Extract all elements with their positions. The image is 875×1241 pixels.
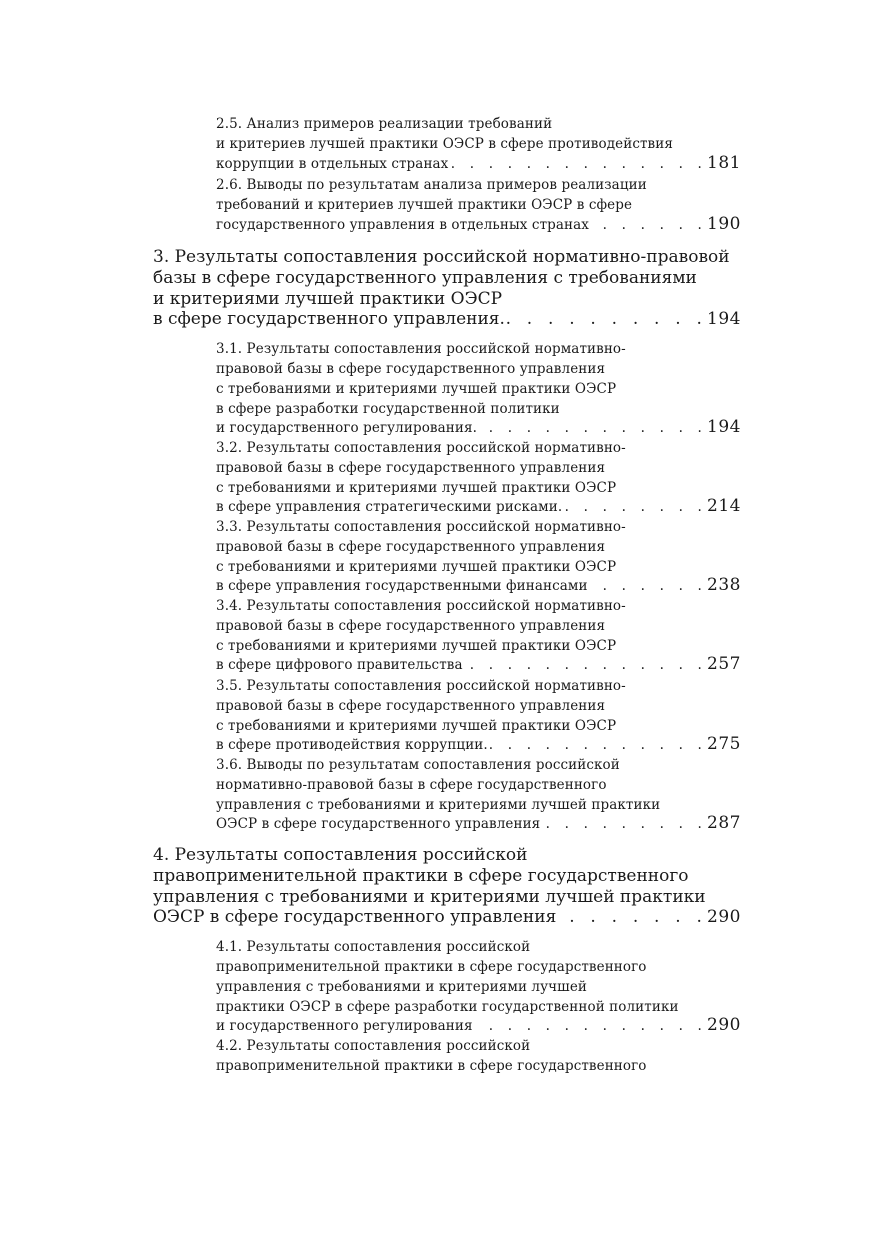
toc-entry-lastline (216, 214, 741, 234)
page-number: 190 (707, 214, 741, 234)
toc-entry-line: с требованиями и критериями лучшей практики ОЭСР (216, 480, 617, 496)
toc-entry-line: 2.6. Выводы по результатам анализа примеров реализации (216, 177, 647, 193)
toc-entry-line: базы в сфере государственного управления с требованиями (153, 268, 697, 288)
toc-entry-line: с требованиями и критериями лучшей практики ОЭСР (216, 559, 617, 575)
page-number: 290 (707, 907, 741, 927)
page-number: 275 (707, 734, 741, 754)
toc-entry-line: правоприменительной практики в сфере государственного (153, 866, 689, 886)
toc-entry-line: с требованиями и критериями лучшей практики ОЭСР (216, 638, 617, 654)
toc-entry-line: 3.1. Результаты сопоставления российской нормативно- (216, 341, 626, 357)
page-number: 181 (707, 153, 741, 173)
toc-entry-line: правовой базы в сфере государственного управления (216, 618, 606, 634)
toc-entry-lastline (153, 907, 741, 927)
toc-entry-line: правоприменительной практики в сфере государственного (216, 1058, 647, 1074)
toc-entry-line: и государственного регулирования (216, 1018, 473, 1034)
toc-entry-line: 4.1. Результаты сопоставления российской (216, 939, 531, 955)
toc-entry-line: правовой базы в сфере государственного управления (216, 698, 606, 714)
toc-entry-3-6 (216, 757, 741, 837)
toc-entry-line: 3.5. Результаты сопоставления российской нормативно- (216, 678, 626, 694)
leader-dots (505, 309, 707, 329)
leader-dots (463, 657, 707, 673)
toc-entry-lastline (216, 734, 741, 754)
toc-entry-3-1 (216, 341, 741, 441)
leader-dots (589, 217, 707, 233)
toc-entry-line: 3.4. Результаты сопоставления российской нормативно- (216, 598, 626, 614)
leader-dots (488, 737, 707, 753)
toc-entry-line: 4.2. Результаты сопоставления российской (216, 1038, 531, 1054)
toc-entry-line: управления с требованиями и критериями лучшей практики (216, 797, 661, 813)
page-number: 238 (707, 575, 741, 595)
toc-entry-line: с требованиями и критериями лучшей практики ОЭСР (216, 381, 617, 397)
toc-entry-line: в сфере государственного управления. (153, 309, 505, 329)
toc-entry-line: управления с требованиями и критериями лучшей практики (153, 887, 706, 907)
leader-dots (540, 816, 707, 832)
toc-entry-line: и государственного регулирования. (216, 420, 477, 436)
toc-entry-line: в сфере противодействия коррупции. (216, 737, 488, 753)
toc-entry-lastline (216, 496, 741, 516)
toc-entry-4 (153, 845, 741, 935)
toc-entry-line: государственного управления в отдельных странах (216, 217, 589, 233)
toc-entry-line: ОЭСР в сфере государственного управления (153, 907, 557, 927)
toc-entry-lastline (153, 309, 741, 329)
toc-entry-lastline (216, 1015, 741, 1035)
page-number: 257 (707, 654, 741, 674)
page-number: 290 (707, 1015, 741, 1035)
toc-entry-line: 4. Результаты сопоставления российской (153, 845, 528, 865)
toc-entry-line: 2.5. Анализ примеров реализации требований (216, 116, 553, 132)
page-number: 287 (707, 813, 741, 833)
leader-dots (477, 420, 707, 436)
toc-entry-line: 3.3. Результаты сопоставления российской нормативно- (216, 519, 626, 535)
toc-entry-lastline (216, 575, 741, 595)
toc-entry-3-2 (216, 440, 741, 520)
toc-entry-line: 3. Результаты сопоставления российской нормативно-правовой (153, 247, 730, 267)
leader-dots (588, 578, 707, 594)
toc-entry-line: и критериев лучшей практики ОЭСР в сфере противодействия (216, 136, 673, 152)
toc-entry-line: управления с требованиями и критериями лучшей (216, 979, 588, 995)
toc-entry-line: в сфере цифрового правительства (216, 657, 463, 673)
toc-entry-line: практики ОЭСР в сфере разработки государственной политики (216, 999, 679, 1015)
toc-entry-line: 3.6. Выводы по результатам сопоставления российской (216, 757, 620, 773)
page-number: 214 (707, 496, 741, 516)
leader-dots (473, 1018, 707, 1034)
toc-entry-3 (153, 247, 741, 337)
toc-entry-lastline (216, 654, 741, 674)
toc-entry-line: в сфере управления стратегическими рисками. (216, 499, 563, 515)
toc-entry-line: правовой базы в сфере государственного управления (216, 539, 606, 555)
toc-entry-line: 3.2. Результаты сопоставления российской нормативно- (216, 440, 626, 456)
toc-entry-line: правоприменительной практики в сфере государственного (216, 959, 647, 975)
toc-entry-2-5 (216, 116, 741, 176)
toc-entry-3-3 (216, 519, 741, 599)
toc-entry-4-1 (216, 939, 741, 1039)
toc-entry-line: нормативно-правовой базы в сфере государственного (216, 777, 607, 793)
toc-entry-4-2 (216, 1038, 741, 1078)
leader-dots (562, 499, 707, 515)
toc-entry-3-4 (216, 598, 741, 678)
toc-entry-line: правовой базы в сфере государственного управления (216, 460, 606, 476)
toc-entry-line: в сфере управления государственными финансами (216, 578, 588, 594)
toc-entry-line: коррупции в отдельных странах (216, 156, 449, 172)
toc-entry-line: с требованиями и критериями лучшей практики ОЭСР (216, 718, 617, 734)
toc-entry-lastline (216, 153, 741, 173)
leader-dots (448, 156, 707, 172)
toc-entry-line: в сфере разработки государственной политики (216, 401, 560, 417)
toc-entry-line: требований и критериев лучшей практики ОЭСР в сфере (216, 197, 633, 213)
leader-dots (556, 907, 707, 927)
toc-entry-line: и критериями лучшей практики ОЭСР (153, 289, 503, 309)
page-number: 194 (707, 417, 741, 437)
toc-entry-line: правовой базы в сфере государственного управления (216, 361, 606, 377)
page-number: 194 (707, 309, 741, 329)
toc-entry-lastline (216, 417, 741, 437)
toc-entry-line: ОЭСР в сфере государственного управления (216, 816, 541, 832)
toc-entry-2-6 (216, 177, 741, 237)
toc-entry-3-5 (216, 678, 741, 758)
toc-entry-lastline (216, 813, 741, 833)
